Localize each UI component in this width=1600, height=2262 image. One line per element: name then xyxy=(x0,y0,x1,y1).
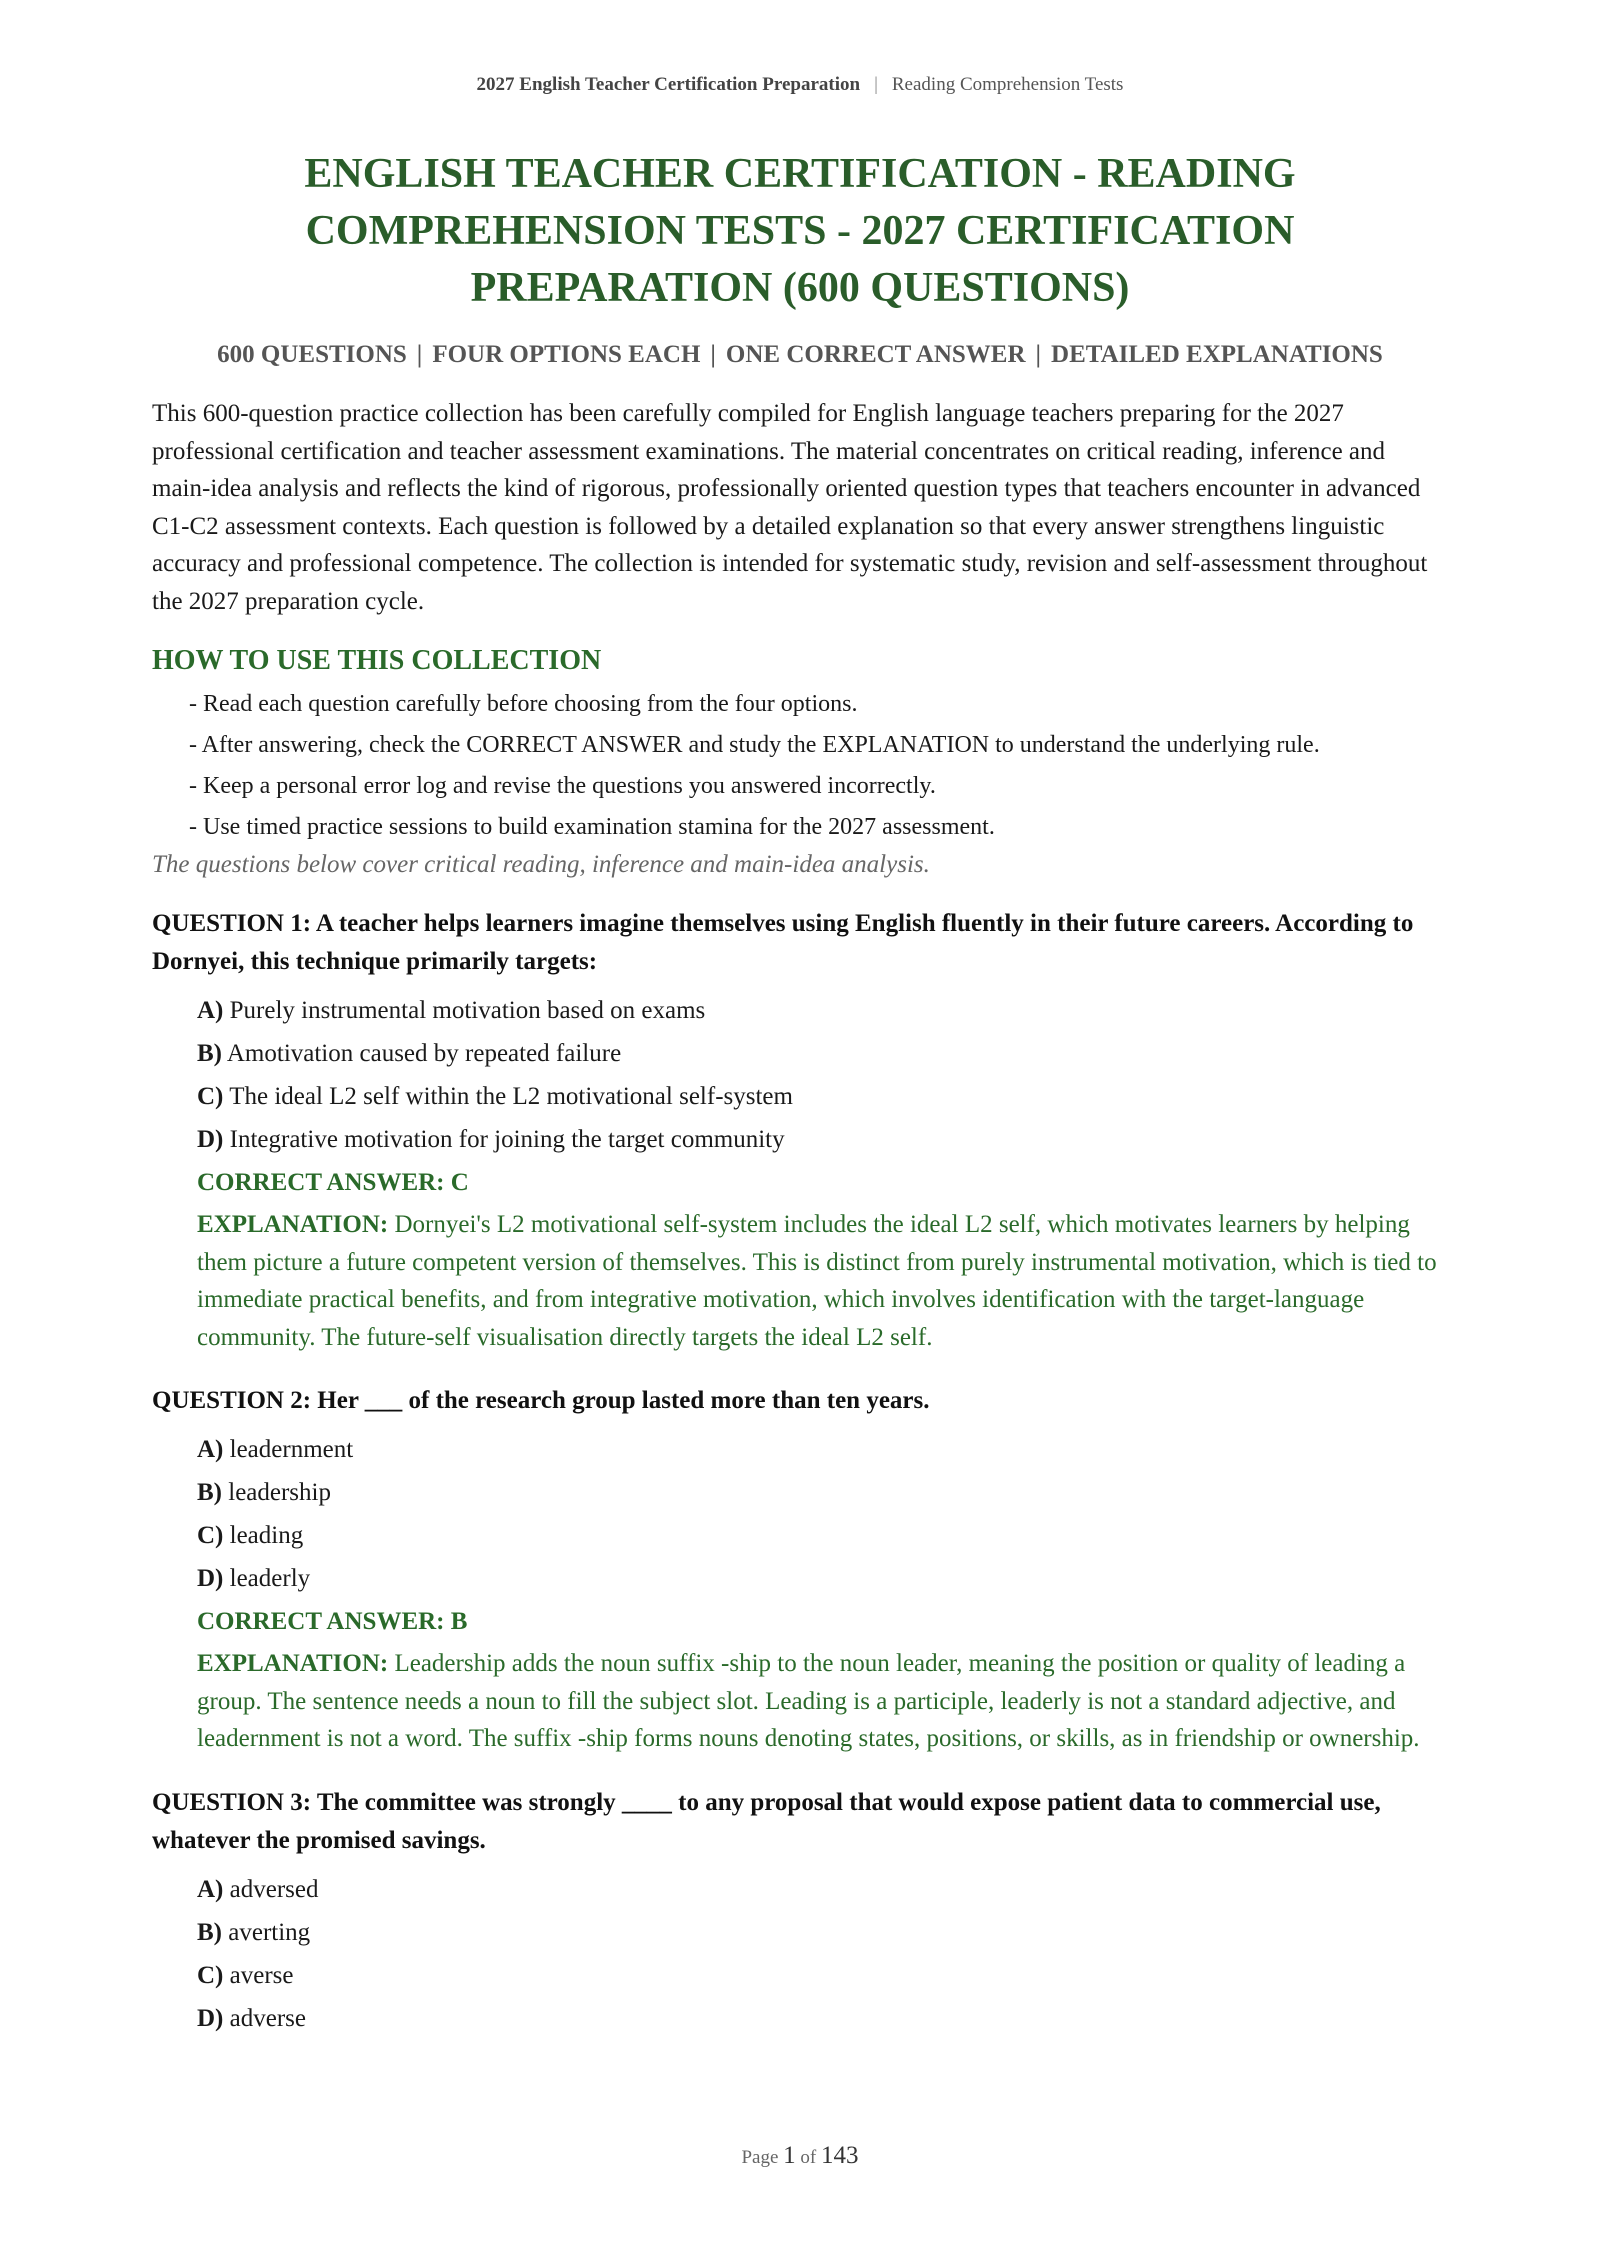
document-title: ENGLISH TEACHER CERTIFICATION - READING COMPREHENSION TESTS - 2027 CERTIFICATION PREPARATION (600 QUESTIONS) xyxy=(304,151,1296,311)
option-letter: A) xyxy=(197,1875,224,1903)
option-text: leading xyxy=(229,1522,304,1549)
option-text: leadership xyxy=(228,1479,331,1506)
option-text: averting xyxy=(228,1918,311,1946)
question-stem: QUESTION 2: Her ___ of the research group lasted more than ten years. xyxy=(152,1387,930,1414)
option-text: Integrative motivation for joining the target community xyxy=(229,1126,785,1153)
option-d xyxy=(197,1118,1448,1161)
option-a xyxy=(197,989,1448,1032)
meta-explanations: DETAILED EXPLANATIONS xyxy=(1051,341,1383,368)
option-d xyxy=(197,1997,1448,2040)
how-to-list xyxy=(152,687,1448,845)
explanation xyxy=(152,1645,1448,1758)
option-b xyxy=(197,1911,1448,1954)
running-header-separator: | xyxy=(874,74,878,95)
explanation-label: EXPLANATION: xyxy=(197,1650,389,1677)
list-item: - Use timed practice sessions to build examination stamina for the 2027 assessment. xyxy=(189,814,995,840)
option-text: Amotivation caused by repeated failure xyxy=(226,1040,622,1067)
meta-options: FOUR OPTIONS EACH xyxy=(432,341,701,368)
page-number: 1 xyxy=(783,2142,796,2169)
page-of-label: of xyxy=(800,2147,817,2168)
option-letter: B) xyxy=(197,1479,222,1506)
option-b xyxy=(197,1032,1448,1075)
option-text: leaderly xyxy=(229,1565,311,1592)
option-letter: A) xyxy=(197,997,224,1024)
option-letter: C) xyxy=(197,1522,224,1549)
running-header-title: 2027 English Teacher Certification Preparation xyxy=(476,74,861,95)
option-a xyxy=(197,1428,1448,1471)
option-letter: B) xyxy=(197,1918,222,1946)
option-text: Purely instrumental motivation based on exams xyxy=(229,997,706,1024)
option-c xyxy=(197,1954,1448,1997)
option-text: averse xyxy=(229,1961,294,1989)
option-letter: C) xyxy=(197,1961,224,1989)
meta-question-count: 600 QUESTIONS xyxy=(217,341,407,368)
options-list xyxy=(152,1868,1448,2040)
list-item: - After answering, check the CORRECT ANSWER and study the EXPLANATION to understand the underlying rule. xyxy=(189,732,1320,758)
meta-line: 600 QUESTIONS | FOUR OPTIONS EACH | ONE CORRECT ANSWER | DETAILED EXPLANATIONS xyxy=(217,341,1383,368)
section-heading-how-to-use: HOW TO USE THIS COLLECTION xyxy=(152,645,602,676)
running-header xyxy=(152,74,1448,96)
option-letter: A) xyxy=(197,1436,224,1463)
question-stem: QUESTION 3: The committee was strongly ____ to any proposal that would expose patient data to commercial use, whatever the promised savings. xyxy=(152,1788,1381,1854)
option-letter: C) xyxy=(197,1083,224,1110)
question-stem: QUESTION 1: A teacher helps learners imagine themselves using English fluently in their future careers. According to Dornyei, this technique primarily targets: xyxy=(152,910,1414,975)
explanation-label: EXPLANATION: xyxy=(197,1211,389,1238)
option-c xyxy=(197,1514,1448,1557)
page-label: Page xyxy=(741,2147,779,2168)
question-3 xyxy=(152,1784,1448,2040)
option-b xyxy=(197,1471,1448,1514)
explanation xyxy=(152,1206,1448,1356)
page-total: 143 xyxy=(821,2142,859,2169)
meta-answer: ONE CORRECT ANSWER xyxy=(725,341,1026,368)
options-list xyxy=(152,989,1448,1161)
option-letter: D) xyxy=(197,2004,224,2032)
option-text: adverse xyxy=(229,2004,306,2032)
list-item: - Read each question carefully before choosing from the four options. xyxy=(189,691,858,717)
explanation-text: Leadership adds the noun suffix -ship to the noun leader, meaning the position or quality of leading a group. The sentence needs a noun to fill the subject slot. Leading is a participle, leaderly is not a standard adjective, and leadernment is not a word. The suffix -ship forms nouns denoting states, positions, or skills, as in friendship or ownership. xyxy=(197,1650,1420,1752)
coverage-note: The questions below cover critical reading, inference and main-idea analysis. xyxy=(152,851,930,878)
option-text: adversed xyxy=(229,1875,319,1903)
list-item: - Keep a personal error log and revise the questions you answered incorrectly. xyxy=(189,773,936,799)
explanation-text: Dornyei's L2 motivational self-system includes the ideal L2 self, which motivates learners by helping them picture a future competent version of themselves. This is distinct from purely instrumental motivation, which is tied to immediate practical benefits, and from integrative motivation, which involves identification with the target-language community. The future-self visualisation directly targets the ideal L2 self. xyxy=(197,1211,1437,1351)
question-1 xyxy=(152,905,1448,1356)
option-a xyxy=(197,1868,1448,1911)
page-footer xyxy=(0,2142,1600,2170)
question-2 xyxy=(152,1382,1448,1758)
option-letter: B) xyxy=(197,1040,222,1067)
correct-answer: CORRECT ANSWER: B xyxy=(197,1608,468,1635)
correct-answer: CORRECT ANSWER: C xyxy=(197,1169,469,1196)
running-header-section: Reading Comprehension Tests xyxy=(891,74,1124,95)
intro-paragraph: This 600-question practice collection has been carefully compiled for English language teachers preparing for the 2027 professional certification and teacher assessment examinations. The material concentrates on critical reading, inference and main-idea analysis and reflects the kind of rigorous, professionally oriented question types that teachers encounter in advanced C1-C2 assessment contexts. Each question is followed by a detailed explanation so that every answer strengthens linguistic accuracy and professional competence. The collection is intended for systematic study, revision and self-assessment throughout the 2027 preparation cycle. xyxy=(152,400,1428,615)
option-d xyxy=(197,1557,1448,1600)
option-c xyxy=(197,1075,1448,1118)
option-text: leadernment xyxy=(229,1436,354,1463)
options-list xyxy=(152,1428,1448,1600)
option-text: The ideal L2 self within the L2 motivational self-system xyxy=(229,1083,793,1110)
option-letter: D) xyxy=(197,1565,224,1592)
option-letter: D) xyxy=(197,1126,224,1153)
